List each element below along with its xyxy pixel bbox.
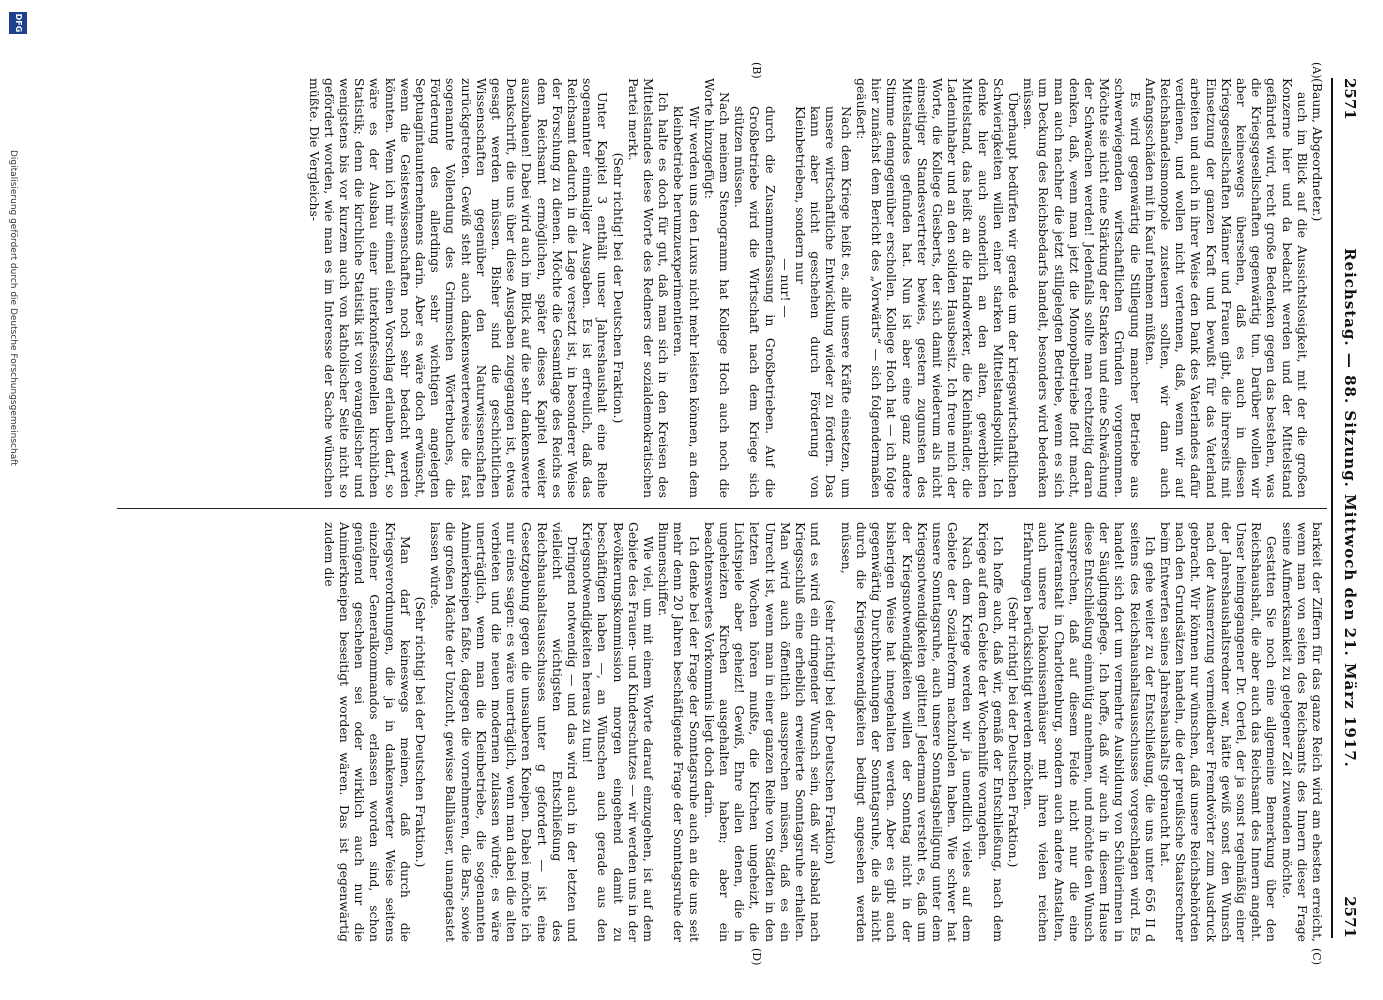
quotation: durch die Zusammenfassung in Großbetrieben. Auf die Großbetriebe wird die Wirtschaft nach dem Kriege sich stützen müssen. [732, 106, 778, 498]
interjection: (Sehr richtig! bei der Deutschen Fraktion.) [610, 152, 626, 424]
paragraph: Wie viel, um mit einem Worte darauf einzugehen, ist auf dem Gebiete des Frauen- und Kinderschutzes — wir werden uns in der Bevölkerungskommission morgen eingehend damit zu beschäftigen haben —, an Wünschen auch gerade aus den Kriegsnotwendigkeiten heraus zu tun! [580, 522, 657, 942]
page-header [1333, 78, 1363, 938]
margin-marker-d: (D) [750, 948, 763, 966]
paragraph: Unter Kapitel 3 enthält unser Jahreshaushalt eine Reihe sogenannter einmaliger Ausgaben. Es ist erfreulich, daß das Reichsamt dadurch in die Lage versetzt ist, in besonderer Weise der Forschung zu dienen. Möchte die Gesamtlage des Reichs es dem Reichsamt ermöglichen, später dieses Kapitel weiter auszubauen! Dabei wird auch im Blick auf die sehr dankenswerte Denkschrift, die uns über diese Ausgaben zugegangen ist, etwas gesagt werden müssen. Bisher sind die geschichtlichen Wissenschaften gegenüber den Naturwissenschaften zurückgetreten. Gewiß steht auch dankenswerterweise die fast sogenannte Vollendung des Grimmschen Wörterbuches, die Förderung des allerdings sehr wichtigen angelegten Septuagintaunternehmens darin. Aber es wäre doch erwünscht, wenn die Geisteswissenschaften noch sehr bedacht werden könnten. Wenn ich mir einmal einen Vorschlag erlauben darf, so wäre es der Ausbau einer interkonfessionellen kirchlichen Statistik; denn die kirchliche Statistik ist von evangelischer und wenigstens bis vor kurzem auch von katholischer Seite nicht so gefördert worden, wie man es im Interesse der Sache wünschen müßte. Die Vergleichs- [306, 78, 611, 498]
paragraph: barkeit der Ziffern für das ganze Reich wird am ehesten erreicht, wenn man von seiten des Reichsamts des Innern dieser Frage seine Aufmerksamkeit zu gelegener Zeit zuwenden möchte. [1279, 522, 1325, 942]
margin-marker-a: (A) [1310, 62, 1323, 79]
paragraph: Dringend notwendig — und das wird auch in der letzten und vielleicht wichtigsten Entschließung des Reichshaushaltsausschusses unter g gefordert — ist eine Gesetzgebung gegen die unsauberen Kneipen. Dabei möchte ich nur eines sagen: es wäre unerträglich, wenn man dabei die alten verbieten und die neuen modernen zulassen würde; es wäre unerträglich, wenn man die Kleinbetriebe, die sogenannten Animierkneipen faßte, dagegen die vornehmeren, die Bars, sowie die großen Mächte der Unzucht, gewisse Ballhäuser, unangetastet lassen würde. [428, 522, 581, 942]
interjection: (Sehr richtig! bei der Deutschen Fraktion.) [1005, 596, 1021, 868]
column-divider [117, 508, 1327, 509]
header-rule [1331, 78, 1333, 938]
dfg-logo: DFG [9, 12, 27, 34]
paragraph: Überhaupt bedürfen wir gerade um der kriegswirtschaftlichen Schwierigkeiten willen einer starken Mittelstandspolitik. Ich denke hier auch sonderlich an den alten, gewerblichen Mittelstand, das heißt an die Handwerker, die Kleinhändler, die Ladeninhaber und an den soliden Hausbesitz. Ich freue mich der Worte, die Kollege Giesberts, der sich damit wiederum als nicht einseitiger Standesvertreter bewies, gestern zugunsten des Mittelstandes gefunden hat. Nun ist aber eine ganz andere Stimme demgegenüber erschollen. Kollege Hoch hat — ich folge hier zunächst dem Bericht des „Vorwärts“ — sich folgendermaßen geäußert: [853, 78, 1021, 498]
paragraph: Nach dem Kriege werden wir ja unendlich vieles auf dem Gebiete der Sozialreform nachzuholen haben. Wie schwer hat unsere Sonntagsruhe, auch unsere Sonntagsheiligung unter dem Kriegsnotwendigkeiten gelitten! Jedermann versteht es, daß um der Kriegsnotwendigkeiten willen der Sonntag nicht in der bisherigen Weise hat innegehalten werden. Aber es gibt auch gegenwärtig Durchbrechungen der Sonntagsruhe, die als nicht durch die Kriegsnotwendigkeiten bedingt angesehen werden müssen, [838, 522, 976, 942]
interjection: — nur! — [777, 258, 793, 318]
paragraph: Man darf keineswegs meinen, daß durch die Kriegsverordnungen, die ja in dankenswerter Weise seitens einzelner Generalkommandos erlassen worden sind, schon genügend geschehen sei oder wirklich auch nur die Animierkneipen beseitigt worden wären. Das ist gegenwärtig zudem die [321, 522, 413, 942]
speaker-label: (Baum, Abgeordneter.) [1310, 78, 1325, 222]
interjection: (Sehr richtig! bei der Deutschen Fraktion.) [413, 596, 429, 868]
page-number-right: 2571 [1341, 896, 1359, 938]
paragraph: Nach meinem Stenogramm hat Kollege Hoch auch noch die Worte hinzugefügt: [701, 78, 733, 498]
paragraph: Gestatten Sie noch eine allgemeine Bemerkung über den Reichshaushalt, die aber auch das Reichsamt des Innern angeht. Unser heimgegangener Dr. Oertel, der ja sonst regelmäßig einer der Jahreshaushaltsredner war, hätte gewiß sonst den Wunsch nach der Ausmerzung vermeidbarer Fremdwörter zum Ausdruck gebracht. Wir können nur wünschen, daß unsere Reichsbehörden nach den Grundsätzen handeln, die der preußische Staatsrechner beim Entwerfen seines Jahreshaushalts gebraucht hat. [1157, 522, 1280, 942]
paragraph: und es wird ein dringender Wunsch sein, daß wir alsbald nach Kriegsschluß eine erheblich erweiterte Sonntagsruhe erhalten. Man wird auch öffentlich aussprechen müssen, daß es ein Unrecht ist, wenn man in einer ganzen Reihe von Städten in den letzten Wochen hören mußte, die Kirchen ungeheizt, die Lichtspiele aber geheizt! Gewiß, Ehre allen denen, die in ungeheizten Kirchen ausgehalten haben; aber ein beachtenswertes Vorkommnis liegt doch darin. [701, 522, 824, 942]
margin-marker-b: (B) [750, 62, 763, 79]
paragraph: Ich denke bei der Frage der Sonntagsruhe auch an die uns seit mehr denn 20 Jahren beschäftigende Frage der Sonntagsruhe der Binnenschiffer. [656, 522, 702, 942]
quotation: Wir werden uns den Luxus nicht mehr leisten können, an dem kleinbetriebe herumzuexperimentieren. [671, 106, 702, 498]
left-column [125, 78, 1325, 498]
quotation: Nach dem Kriege heißt es, alle unsere Kräfte einsetzen, um unsere wirtschaftliche Entwicklung wieder zu fördern. Das kann aber nicht geschehen durch Förderung von Kleinbetrieben, sondern nur [793, 106, 854, 498]
page-number-left: 2571 [1341, 78, 1359, 120]
paragraph: Ich hoffe auch, daß wir, gemäß der Entschließung, nach dem Kriege auf dem Gebiete der Wochenhilfe vorangehen. [975, 522, 1006, 942]
interjection: (sehr richtig! bei der Deutschen Fraktion) [823, 599, 839, 865]
paragraph: Es wird gegenwärtig die Stillegung mancher Betriebe aus schwerwiegenden wirtschaftlichen Gründen vorgenommen. Möchte sie nicht eine Stärkung der Starken und eine Schwächung der Schwachen werden! Jedenfalls sollte man rechtzeitig daran denken, daß, wenn man jetzt die Monopolbetriebe flott macht, man auch nachher die jetzt stillgelegten Betriebe, wenn es sich um Deckung des Reichsbedarfs handelt, besonders wird bedenken müssen. [1021, 78, 1143, 498]
session-title: Reichstag. — 88. Sitzung. Mittwoch den 21. März 1917. [1341, 248, 1359, 768]
paragraph: auch im Blick auf die Aussichtslosigkeit, mit der die großen Konzerne hier und da bedacht werden und der Mittelstand gefährdet wird, recht große Bedenken gegen das bestehen, was die Kriegsgesellschaften gegenwärtig tun. Darüber wollen wir aber keineswegs übersehen, daß es auch in diesen Kriegsgesellschaften Männer und Frauen gibt, die ihrerseits mit Einsetzung der ganzen Kraft und bewußt für das Vaterland arbeiten und auch in ihrer Weise den Dank des Vaterlandes dafür verdienen, und wollen nicht vertennen, daß, wenn wir auf Reichshandelsmonopole zusteuern sollten, wir dann auch Anfangsschäden mit in Kauf nehmen müßten. [1142, 78, 1310, 498]
margin-marker-c: (C) [1310, 948, 1323, 965]
right-column [125, 522, 1325, 942]
digitization-credit: Digitalisierung gefördert durch die Deutsche Forschungsgemeinschaft [8, 150, 18, 466]
paragraph: Ich halte es doch für gut, daß man sich in den Kreisen des Mittelstandes diese Worte des Redners der sozialdemokratischen Partei merkt. [625, 78, 672, 498]
paragraph: Ich gehe weiter zu der Entschließung, die uns unter 656 II d seitens des Reichshaushaltsausschusses vorgeschlagen wird. Es handelt sich dort um vermehrte Ausbildung von Schülerinnen in der Säuglingspflege. Ich hoffe, daß wir auch in diesem Hause diese Entschließung einmütig annehmen, und möchte den Wunsch aussprechen, daß auf diesem Felde nicht nur die eine Mutteranstalt in Charlottenburg, sondern auch andere Anstalten, auch unsere Diakonissenhäuser mit ihren vielen reichen Erfahrungen berücksichtigt werden möchten. [1021, 522, 1158, 942]
